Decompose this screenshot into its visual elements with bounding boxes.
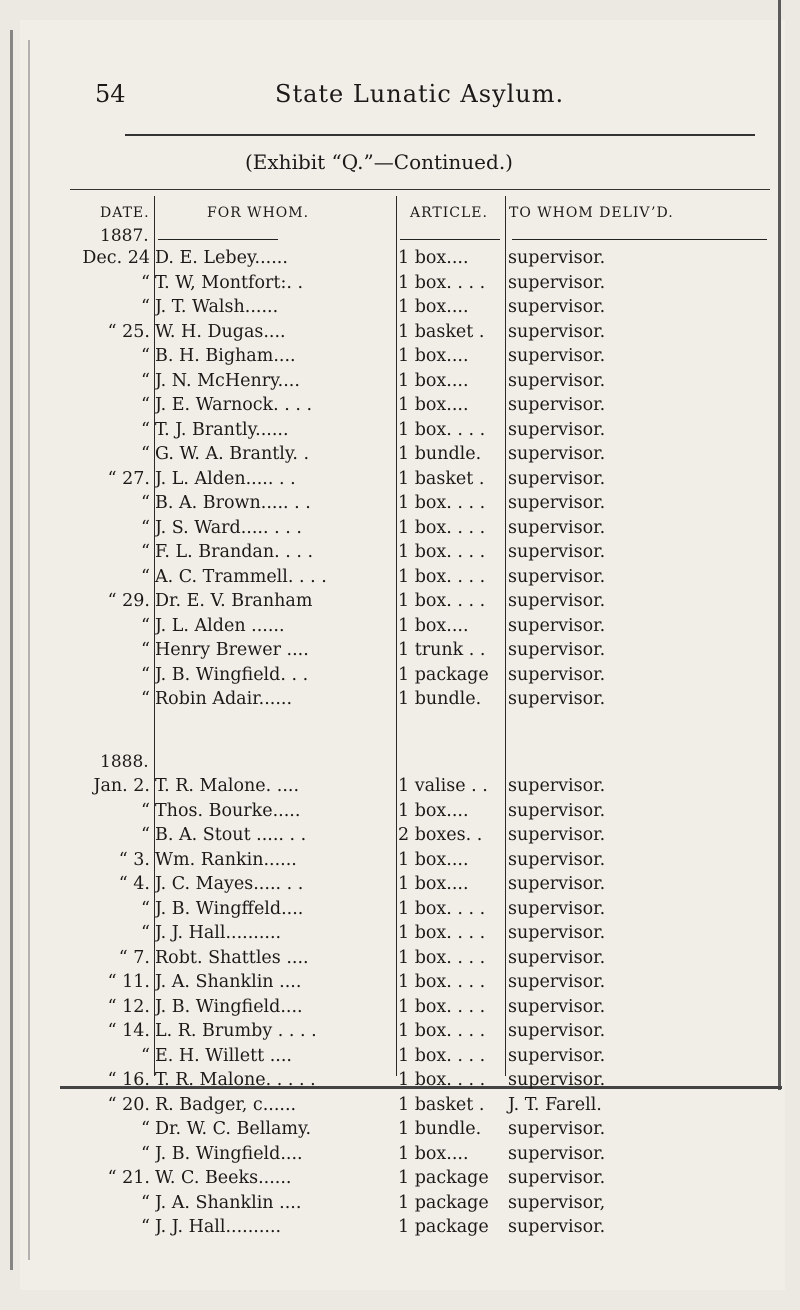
row-article: 1 box. . . . <box>398 898 486 919</box>
table-row <box>0 343 800 369</box>
row-for-whom: J. B. Wingfield. . . <box>155 664 309 685</box>
row-for-whom: J. L. Alden ...... <box>155 615 285 636</box>
row-article: 1 box. . . . <box>398 923 486 943</box>
table-row <box>0 798 800 824</box>
row-to-whom: supervisor. <box>508 996 606 1017</box>
row-to-whom: supervisor. <box>508 493 606 513</box>
row-date: “ <box>141 272 150 293</box>
row-for-whom: J. J. Hall.......... <box>155 923 282 943</box>
row-date: “ <box>141 1119 150 1139</box>
row-date: “ <box>141 923 150 943</box>
row-to-whom: supervisor. <box>508 1070 606 1090</box>
row-date: “ 7. <box>118 947 150 968</box>
row-article: 1 box. . . . <box>398 419 486 440</box>
column-header-article: ARTICLE. <box>410 205 488 221</box>
row-to-whom: supervisor. <box>508 615 606 636</box>
row-for-whom: F. L. Brandan. . . . <box>155 542 314 562</box>
table-row <box>0 613 800 639</box>
row-article: 1 package <box>398 1168 489 1188</box>
row-date: Jan. 2. <box>93 776 150 796</box>
row-date: “ <box>141 542 150 562</box>
row-for-whom: T. W, Montfort:. . <box>155 272 304 293</box>
table-row <box>0 417 800 443</box>
exhibit-title: (Exhibit “Q.”—Continued.) <box>245 150 513 174</box>
row-for-whom: J. J. Hall.......... <box>155 1217 282 1237</box>
row-for-whom: Wm. Rankin...... <box>155 849 297 870</box>
row-date: “ <box>141 615 150 636</box>
row-to-whom: supervisor, <box>508 1192 606 1213</box>
row-date: “ <box>141 419 150 440</box>
row-to-whom: supervisor. <box>508 297 606 317</box>
year-label-1887: 1887. <box>100 226 149 246</box>
row-date: “ <box>141 1045 150 1066</box>
table-row <box>0 1190 800 1216</box>
row-date: “ <box>141 395 150 415</box>
row-for-whom: R. Badger, c...... <box>155 1094 297 1115</box>
row-article: 1 box.... <box>398 248 469 268</box>
row-article: 1 box.... <box>398 346 469 366</box>
table-row <box>0 847 800 873</box>
column-header-to-whom: TO WHOM DELIV’D. <box>509 205 674 221</box>
row-to-whom: supervisor. <box>508 468 606 489</box>
table-row <box>0 294 800 320</box>
row-for-whom: J. C. Mayes..... . . <box>155 874 304 894</box>
table-row <box>0 896 800 922</box>
table-row <box>0 637 800 663</box>
row-article: 1 box. . . . <box>398 947 486 968</box>
row-to-whom: J. T. Farell. <box>508 1094 602 1115</box>
row-article: 1 bundle. <box>398 689 482 709</box>
row-to-whom: supervisor. <box>508 346 606 366</box>
row-date: “ <box>141 800 150 821</box>
row-for-whom: L. R. Brumby . . . . <box>155 1021 317 1041</box>
row-date: “ 16. <box>107 1070 150 1090</box>
row-to-whom: supervisor. <box>508 640 606 660</box>
row-to-whom: supervisor. <box>508 542 606 562</box>
table-row <box>0 1141 800 1167</box>
row-to-whom: supervisor. <box>508 1217 606 1237</box>
table-row <box>0 588 800 614</box>
row-for-whom: B. H. Bigham.... <box>155 346 296 366</box>
row-article: 1 box.... <box>398 395 469 415</box>
row-to-whom: supervisor. <box>508 395 606 415</box>
row-date: “ 21. <box>107 1168 150 1188</box>
table-row <box>0 392 800 418</box>
row-date: Dec. 24 <box>82 248 150 268</box>
table-row <box>0 490 800 516</box>
row-for-whom: J. E. Warnock. . . . <box>155 395 313 415</box>
column-header-date: DATE. <box>100 205 150 221</box>
row-to-whom: supervisor. <box>508 1119 606 1139</box>
table-row <box>0 319 800 345</box>
row-article: 1 box.... <box>398 370 469 391</box>
row-article: 1 box.... <box>398 849 469 870</box>
table-row <box>0 686 800 712</box>
row-to-whom: supervisor. <box>508 248 606 268</box>
row-for-whom: J. A. Shanklin .... <box>155 1192 302 1213</box>
row-date: “ 11. <box>107 972 150 992</box>
row-date: “ <box>141 517 150 538</box>
table-top-rule <box>70 189 770 190</box>
row-for-whom: J. L. Alden..... . . <box>155 468 296 489</box>
row-article: 1 bundle. <box>398 444 482 464</box>
row-article: 1 trunk . . <box>398 640 486 660</box>
row-date: “ <box>141 640 150 660</box>
row-for-whom: G. W. A. Brantly. . <box>155 444 310 464</box>
row-date: “ <box>141 493 150 513</box>
row-for-whom: T. R. Malone. . . . . <box>155 1070 316 1090</box>
row-date: “ 27. <box>107 468 150 489</box>
row-article: 1 basket . <box>398 1094 485 1115</box>
row-to-whom: supervisor. <box>508 664 606 685</box>
row-date: “ <box>141 346 150 366</box>
table-row <box>0 994 800 1020</box>
row-to-whom: supervisor. <box>508 1168 606 1188</box>
row-for-whom: B. A. Brown..... . . <box>155 493 311 513</box>
row-article: 1 basket . <box>398 321 485 342</box>
row-date: “ <box>141 1192 150 1213</box>
header-underline-article <box>400 239 500 240</box>
table-row <box>0 969 800 995</box>
row-article: 1 box.... <box>398 1143 469 1164</box>
running-header <box>95 80 755 110</box>
row-date: “ 4. <box>118 874 150 894</box>
row-date: “ 29. <box>107 591 150 611</box>
table-row <box>0 945 800 971</box>
table-row <box>0 920 800 946</box>
row-date: “ 25. <box>107 321 150 342</box>
row-to-whom: supervisor. <box>508 825 606 845</box>
row-to-whom: supervisor. <box>508 1021 606 1041</box>
row-to-whom: supervisor. <box>508 800 606 821</box>
table-row <box>0 773 800 799</box>
row-to-whom: supervisor. <box>508 591 606 611</box>
row-article: 1 box. . . . <box>398 1070 486 1090</box>
table-row <box>0 564 800 590</box>
table-row <box>0 466 800 492</box>
row-article: 1 package <box>398 664 489 685</box>
row-date: “ 12. <box>107 996 150 1017</box>
row-article: 1 box. . . . <box>398 591 486 611</box>
row-to-whom: supervisor. <box>508 321 606 342</box>
row-for-whom: T. J. Brantly...... <box>155 419 289 440</box>
row-date: “ <box>141 566 150 587</box>
row-article: 1 box. . . . <box>398 493 486 513</box>
table-row <box>0 1092 800 1118</box>
row-to-whom: supervisor. <box>508 776 606 796</box>
table-row <box>0 1116 800 1142</box>
table-row <box>0 539 800 565</box>
row-date: “ <box>141 444 150 464</box>
row-article: 1 box.... <box>398 297 469 317</box>
table-row <box>0 662 800 688</box>
row-for-whom: E. H. Willett .... <box>155 1045 292 1066</box>
table-row <box>0 245 800 271</box>
header-underline-for-whom <box>158 239 278 240</box>
row-for-whom: T. R. Malone. .... <box>155 776 300 796</box>
row-for-whom: D. E. Lebey...... <box>155 248 288 268</box>
row-to-whom: supervisor. <box>508 947 606 968</box>
row-to-whom: supervisor. <box>508 1143 606 1164</box>
row-for-whom: Robin Adair...... <box>155 689 293 709</box>
row-to-whom: supervisor. <box>508 689 606 709</box>
row-date: “ 20. <box>107 1094 150 1115</box>
row-to-whom: supervisor. <box>508 972 606 992</box>
row-for-whom: J. B. Wingffeld.... <box>155 898 304 919</box>
table-row <box>0 1214 800 1240</box>
header-rule <box>125 134 755 136</box>
row-for-whom: W. C. Beeks...... <box>155 1168 292 1188</box>
table-row <box>0 441 800 467</box>
row-article: 1 bundle. <box>398 1119 482 1139</box>
table-row <box>0 871 800 897</box>
row-article: 1 valise . . <box>398 776 488 796</box>
row-article: 1 box. . . . <box>398 972 486 992</box>
row-for-whom: J. B. Wingfield.... <box>155 1143 303 1164</box>
row-date: “ <box>141 1143 150 1164</box>
row-to-whom: supervisor. <box>508 370 606 391</box>
row-date: “ 3. <box>118 849 150 870</box>
row-for-whom: Robt. Shattles .... <box>155 947 309 968</box>
table-row <box>0 368 800 394</box>
row-to-whom: supervisor. <box>508 566 606 587</box>
row-article: 1 box. . . . <box>398 272 486 293</box>
row-date: “ <box>141 689 150 709</box>
row-article: 1 box. . . . <box>398 542 486 562</box>
row-article: 1 box.... <box>398 874 469 894</box>
row-to-whom: supervisor. <box>508 874 606 894</box>
row-to-whom: supervisor. <box>508 923 606 943</box>
table-row <box>0 1067 800 1093</box>
row-to-whom: supervisor. <box>508 1045 606 1066</box>
row-to-whom: supervisor. <box>508 444 606 464</box>
running-title: State Lunatic Asylum. <box>275 80 565 108</box>
table-row <box>0 515 800 541</box>
row-for-whom: Dr. W. C. Bellamy. <box>155 1119 312 1139</box>
row-for-whom: J. N. McHenry.... <box>155 370 300 391</box>
row-to-whom: supervisor. <box>508 517 606 538</box>
row-date: “ <box>141 825 150 845</box>
row-article: 1 basket . <box>398 468 485 489</box>
row-article: 1 box. . . . <box>398 517 486 538</box>
header-underline-to-whom <box>512 239 767 240</box>
year-label-1888: 1888. <box>100 752 149 772</box>
row-article: 1 package <box>398 1192 489 1213</box>
row-date: “ <box>141 1217 150 1237</box>
row-for-whom: B. A. Stout ..... . . <box>155 825 307 845</box>
row-for-whom: W. H. Dugas.... <box>155 321 286 342</box>
table-row <box>0 822 800 848</box>
row-date: “ <box>141 297 150 317</box>
table-row <box>0 270 800 296</box>
row-to-whom: supervisor. <box>508 849 606 870</box>
row-article: 2 boxes. . <box>398 825 483 845</box>
row-date: “ <box>141 370 150 391</box>
row-article: 1 box.... <box>398 615 469 636</box>
row-article: 1 package <box>398 1217 489 1237</box>
row-for-whom: J. A. Shanklin .... <box>155 972 302 992</box>
row-date: “ 14. <box>107 1021 150 1041</box>
page-number: 54 <box>95 80 126 108</box>
table-row <box>0 1018 800 1044</box>
row-article: 1 box. . . . <box>398 1021 486 1041</box>
row-to-whom: supervisor. <box>508 898 606 919</box>
table-row <box>0 1043 800 1069</box>
table-row <box>0 1165 800 1191</box>
row-article: 1 box. . . . <box>398 1045 486 1066</box>
row-for-whom: Thos. Bourke..... <box>155 800 301 821</box>
row-date: “ <box>141 898 150 919</box>
row-for-whom: J. B. Wingfield.... <box>155 996 303 1017</box>
row-article: 1 box. . . . <box>398 996 486 1017</box>
column-header-for-whom: FOR WHOM. <box>207 205 310 221</box>
row-article: 1 box.... <box>398 800 469 821</box>
row-for-whom: J. S. Ward..... . . . <box>155 517 302 538</box>
row-for-whom: Henry Brewer .... <box>155 640 309 660</box>
row-article: 1 box. . . . <box>398 566 486 587</box>
row-to-whom: supervisor. <box>508 419 606 440</box>
row-date: “ <box>141 664 150 685</box>
row-for-whom: A. C. Trammell. . . . <box>155 566 327 587</box>
row-for-whom: J. T. Walsh...... <box>155 297 279 317</box>
row-for-whom: Dr. E. V. Branham <box>155 591 313 611</box>
row-to-whom: supervisor. <box>508 272 606 293</box>
